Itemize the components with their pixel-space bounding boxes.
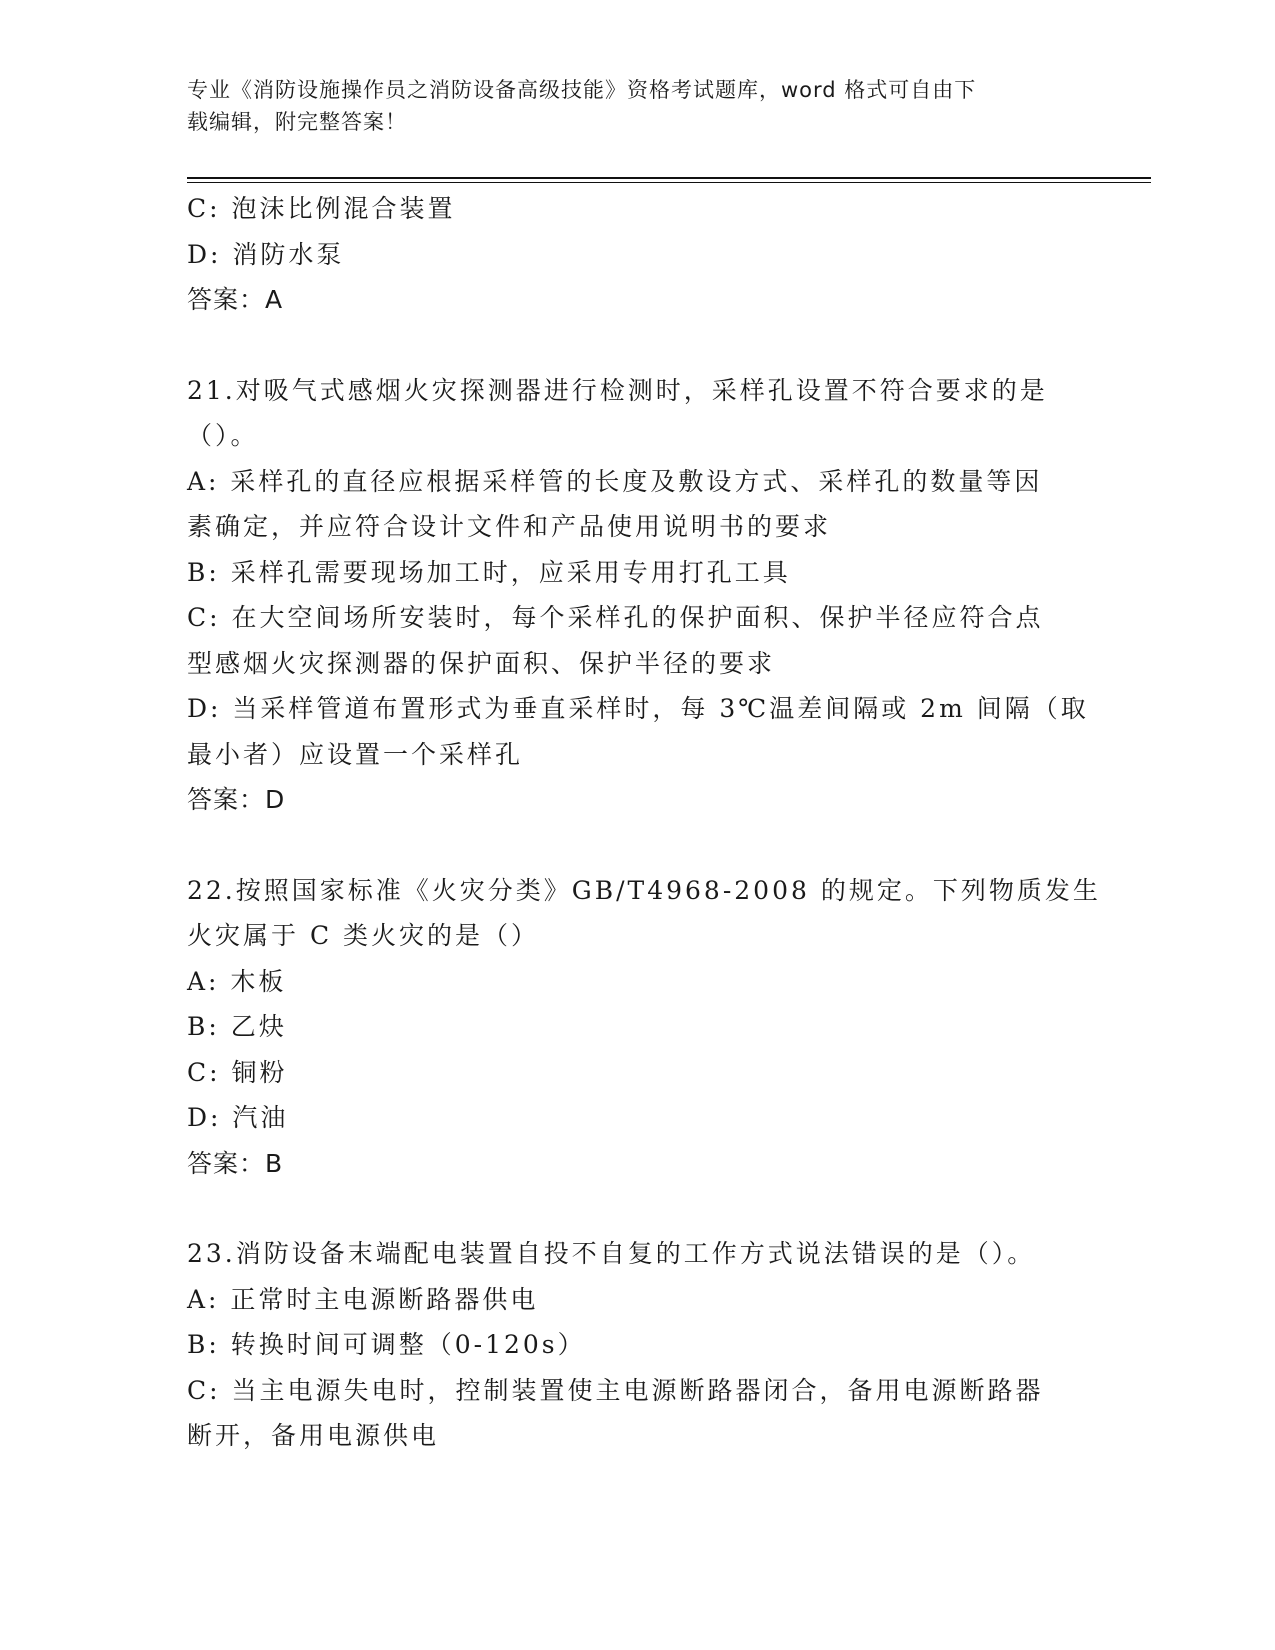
q21-option-a-line-2: 素确定，并应符合设计文件和产品使用说明书的要求 (187, 512, 832, 541)
q23-option-c-line-2: 断开，备用电源供电 (187, 1421, 440, 1450)
q22-stem-line-1: 22.按照国家标准《火灾分类》GB/T4968-2008 的规定。下列物质发生 (187, 875, 1101, 905)
document-body (187, 186, 1101, 1459)
question-20-tail (187, 186, 1087, 323)
question-21 (187, 368, 1087, 823)
question-spacer (187, 1186, 1087, 1231)
q22-option-d: D: 汽油 (187, 1103, 289, 1132)
q22-option-a: A: 木板 (187, 966, 287, 996)
header-line-1: 专业《消防设施操作员之消防设备高级技能》资格考试题库，word 格式可自由下 (187, 78, 977, 102)
q21-option-b: B: 采样孔需要现场加工时，应采用专用打孔工具 (187, 557, 791, 587)
q22-option-b: B: 乙炔 (187, 1012, 287, 1041)
q20-answer: 答案：A (187, 285, 284, 314)
q23-option-a: A: 正常时主电源断路器供电 (187, 1284, 539, 1314)
q21-answer: 答案：D (187, 785, 286, 814)
q22-stem-line-2: 火灾属于 C 类火灾的是（） (187, 921, 540, 950)
q20-option-c: C: 泡沫比例混合装置 (187, 194, 456, 223)
q20-option-d: D: 消防水泵 (187, 239, 345, 269)
q23-stem: 23.消防设备末端配电装置自投不自复的工作方式说法错误的是（）。 (187, 1239, 1036, 1268)
q23-option-c-line-1: C: 当主电源失电时，控制装置使主电源断路器闭合，备用电源断路器 (187, 1375, 1044, 1405)
question-spacer (187, 323, 1087, 368)
q21-option-c-line-2: 型感烟火灾探测器的保护面积、保护半径的要求 (187, 648, 776, 678)
header-line-2: 载编辑，附完整答案！ (187, 110, 407, 134)
question-spacer (187, 823, 1087, 868)
q21-option-d-line-2: 最小者）应设置一个采样孔 (187, 739, 524, 769)
document-header (187, 74, 1067, 138)
q22-option-c: C: 铜粉 (187, 1057, 288, 1087)
question-23 (187, 1231, 1087, 1459)
q21-option-c-line-1: C: 在大空间场所安装时，每个采样孔的保护面积、保护半径应符合点 (187, 603, 1044, 632)
header-divider-thin (187, 182, 1151, 183)
q21-stem-line-2: （）。 (187, 421, 259, 450)
question-22 (187, 868, 1101, 1187)
q21-option-d-line-1: D: 当采样管道布置形式为垂直采样时，每 3℃温差间隔或 2m 间隔（取 (187, 694, 1089, 723)
header-divider-thick (187, 177, 1151, 179)
q21-stem-line-1: 21.对吸气式感烟火灾探测器进行检测时，采样孔设置不符合要求的是 (187, 375, 1048, 405)
q21-option-a-line-1: A: 采样孔的直径应根据采样管的长度及敷设方式、采样孔的数量等因 (187, 466, 1043, 496)
q23-option-b: B: 转换时间可调整（0-120s） (187, 1330, 586, 1359)
q22-answer: 答案：B (187, 1148, 284, 1178)
